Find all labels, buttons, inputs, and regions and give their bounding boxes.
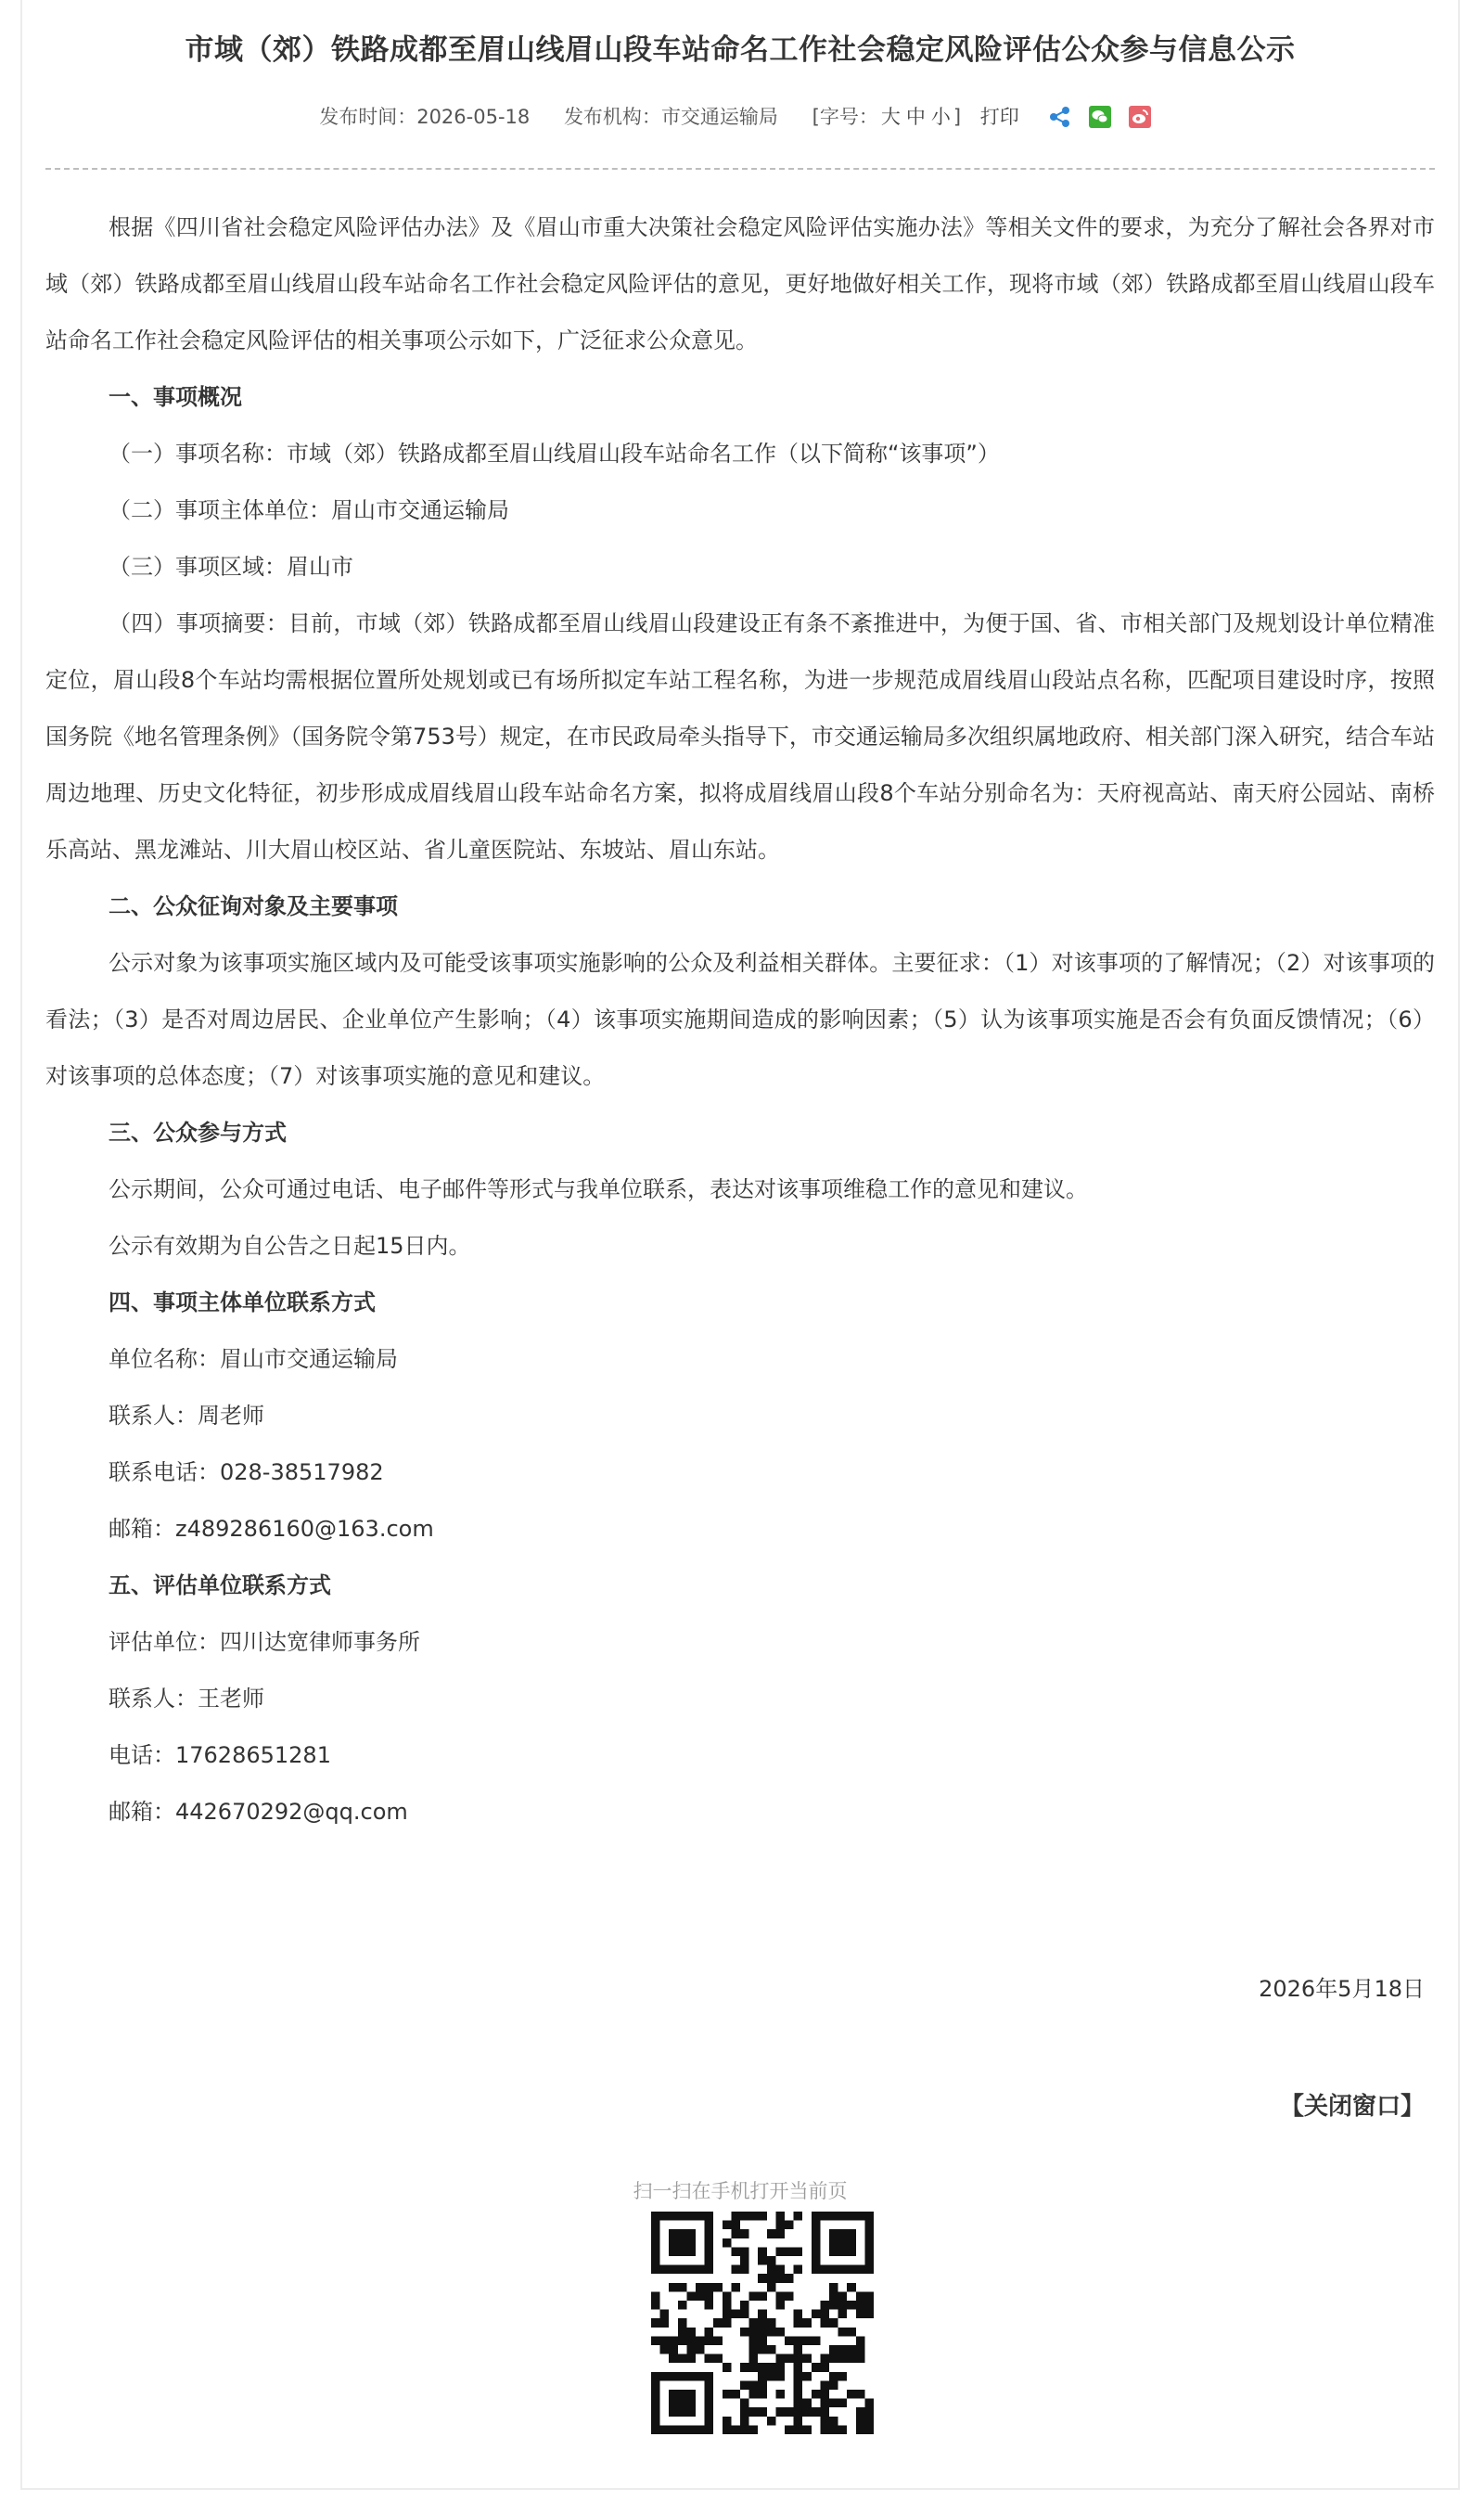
body-paragraph: 公示有效期为自公告之日起15日内。 — [109, 1233, 471, 1259]
article-meta — [22, 102, 1458, 134]
article-body — [45, 199, 1435, 1840]
share-icons — [1048, 105, 1160, 134]
section-heading: 四、事项主体单位联系方式 — [109, 1289, 376, 1315]
section-heading: 三、公众参与方式 — [109, 1120, 287, 1146]
body-paragraph: 公示期间，公众可通过电话、电子邮件等形式与我单位联系，表达对该事项维稳工作的意见和建议。 — [109, 1176, 1088, 1202]
header-divider — [45, 168, 1435, 170]
publish-org: 发布机构：市交通运输局 — [563, 106, 778, 128]
close-window-link[interactable]: 【关闭窗口】 — [1279, 2093, 1425, 2121]
section-heading: 二、公众征询对象及主要事项 — [109, 893, 398, 919]
contact-line: 单位名称：眉山市交通运输局 — [109, 1346, 398, 1372]
qr-code-icon — [651, 2212, 874, 2434]
article-page — [20, 0, 1460, 2490]
body-paragraph: （三）事项区域：眉山市 — [109, 554, 353, 580]
wechat-icon[interactable] — [1088, 105, 1112, 129]
font-size-small-link[interactable]: 小 — [930, 106, 951, 128]
contact-line: 评估单位：四川达宽律师事务所 — [109, 1629, 420, 1655]
font-size-large-link[interactable]: 大 — [880, 106, 901, 128]
body-paragraph: （二）事项主体单位：眉山市交通运输局 — [109, 497, 509, 523]
contact-line: 联系人：王老师 — [109, 1686, 264, 1712]
body-paragraph: （一）事项名称：市域（郊）铁路成都至眉山线眉山段车站命名工作（以下简称“该事项”） — [109, 441, 1000, 467]
font-size-close: ] — [953, 106, 962, 128]
body-paragraph: （四）事项摘要：目前，市域（郊）铁路成都至眉山线眉山段建设正有条不紊推进中，为便于国、省、市相关部门及规划设计单位精准定位，眉山段8个车站均需根据位置所处规划或已有场所拟定车站工程名称，为进一步规范成眉线眉山段站点名称，匹配项目建设时序，按照国务院《地名管理条例》（国务院令第753号）规定，在市民政局牵头指导下，市交通运输局多次组织属地政府、相关部门深入研究，结合车站周边地理、历史文化特征，初步形成成眉线眉山段车站命名方案，拟将成眉线眉山段8个车站分别命名为：天府视高站、南天府公园站、南桥乐高站、黑龙滩站、川大眉山校区站、省儿童医院站、东坡站、眉山东站。 — [45, 610, 1435, 863]
contact-line: 邮箱：z489286160@163.com — [109, 1516, 434, 1542]
article-title: 市域（郊）铁路成都至眉山线眉山段车站命名工作社会稳定风险评估公众参与信息公示 — [185, 33, 1296, 67]
signature-date: 2026年5月18日 — [1259, 1976, 1425, 2002]
publish-date: 发布时间：2026-05-18 — [319, 106, 531, 128]
section-heading: 五、评估单位联系方式 — [109, 1572, 331, 1598]
body-paragraph: 公示对象为该事项实施区域内及可能受该事项实施影响的公众及利益相关群体。主要征求：（1）对该事项的了解情况；（2）对该事项的看法；（3）是否对周边居民、企业单位产生影响；（4）该事项实施期间造成的影响因素；（5）认为该事项实施是否会有负面反馈情况；（6）对该事项的总体态度；（7）对该事项实施的意见和建议。 — [45, 950, 1435, 1089]
intro-paragraph: 根据《四川省社会稳定风险评估办法》及《眉山市重大决策社会稳定风险评估实施办法》等相关文件的要求，为充分了解社会各界对市域（郊）铁路成都至眉山线眉山段车站命名工作社会稳定风险评估的意见，更好地做好相关工作，现将市域（郊）铁路成都至眉山线眉山段车站命名工作社会稳定风险评估的相关事项公示如下，广泛征求公众意见。 — [45, 214, 1435, 353]
section-heading: 一、事项概况 — [109, 384, 242, 410]
print-link[interactable]: 打印 — [979, 106, 1019, 128]
contact-line: 联系电话：028-38517982 — [109, 1459, 384, 1485]
share-icon[interactable] — [1048, 105, 1072, 129]
font-size-medium-link[interactable]: 中 — [905, 106, 926, 128]
contact-line: 邮箱：442670292@qq.com — [109, 1799, 408, 1825]
weibo-icon[interactable] — [1128, 105, 1152, 129]
qr-caption: 扫一扫在手机打开当前页 — [633, 2180, 848, 2202]
contact-line: 联系人：周老师 — [109, 1403, 264, 1429]
font-size-open: [字号： — [812, 106, 878, 128]
contact-line: 电话：17628651281 — [109, 1742, 331, 1768]
